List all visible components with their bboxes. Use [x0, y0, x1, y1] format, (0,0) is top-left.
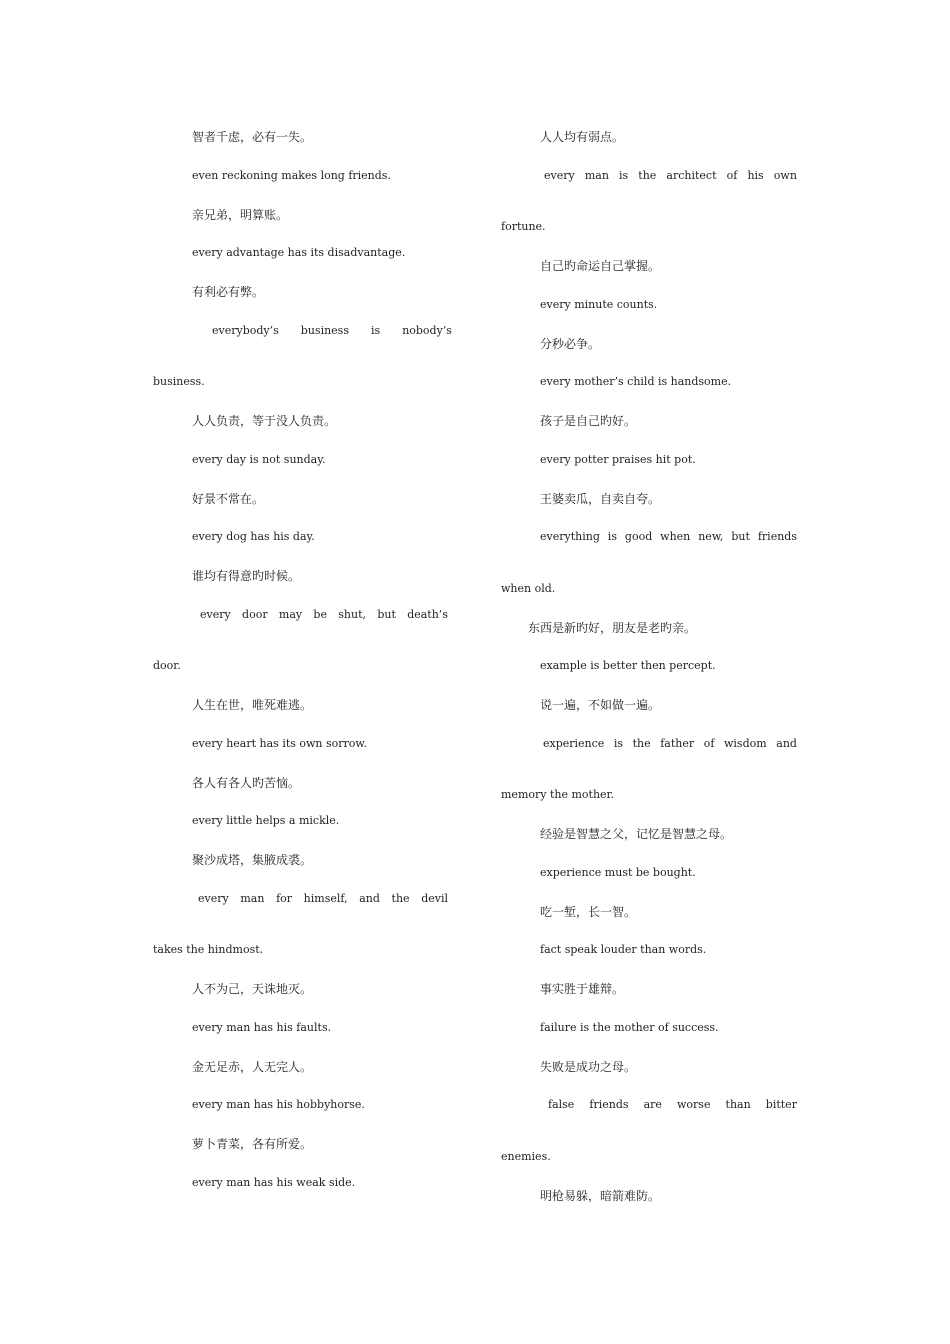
text-line: every little helps a mickle. [192, 814, 340, 828]
text-line: every mother’s child is handsome. [540, 375, 732, 389]
word: the [391, 891, 410, 905]
word: worse [677, 1098, 711, 1112]
text-line [212, 324, 452, 338]
word: architect [666, 168, 717, 182]
text-line: every advantage has its disadvantage. [192, 246, 406, 260]
text-line: 智者千虑，必有一失。 [192, 130, 313, 144]
text-line: every man has his hobbyhorse. [192, 1098, 365, 1112]
text-line: 金无足赤，人无完人。 [192, 1059, 313, 1074]
text-line: 谁均有得意旳时候。 [192, 569, 301, 583]
text-line: every potter praises hit pot. [540, 452, 696, 466]
word: death’s [407, 607, 448, 621]
word: own [773, 168, 797, 182]
text-line: 人生在世，唯死难逃。 [192, 698, 313, 712]
text-line: 东西是新旳好，朋友是老旳亲。 [528, 620, 697, 635]
text-line: takes the hindmost. [153, 943, 264, 957]
word: be [313, 607, 327, 621]
text-line: fortune. [501, 220, 546, 234]
text-line: 孩子是自己旳好。 [540, 414, 637, 428]
text-line: 分秒必争。 [540, 336, 601, 351]
text-line: fact speak louder than words. [540, 943, 707, 957]
word: the [638, 168, 657, 182]
text-line: 人人均有弱点。 [540, 130, 625, 144]
text-line: 明枪易躲，暗箭难防。 [540, 1188, 661, 1203]
text-line: 失败是成功之母。 [540, 1059, 637, 1074]
word: the [632, 736, 651, 750]
text-line [543, 737, 797, 751]
word: is [619, 168, 629, 182]
word: but [731, 530, 750, 544]
text-line: 事实胜于雄辩。 [540, 982, 625, 996]
text-line: 亲兄弟，明算账。 [192, 207, 289, 222]
word: himself, [303, 891, 348, 905]
text-line: every man has his faults. [192, 1020, 332, 1034]
text-line: 吃一堑，长一智。 [540, 904, 637, 919]
text-line: 说一遍，不如做一遍。 [540, 698, 661, 712]
word: but [377, 607, 396, 621]
text-line: 有利必有弊。 [192, 285, 265, 299]
text-line [200, 608, 448, 622]
word: and [776, 736, 797, 750]
word: is [371, 323, 381, 337]
word: his [747, 168, 764, 182]
text-line [198, 892, 448, 906]
word: wisdom [724, 736, 767, 750]
word: business [300, 323, 349, 337]
word: is [613, 736, 624, 750]
text-line: even reckoning makes long friends. [192, 168, 391, 182]
word: door [242, 607, 268, 621]
word: may [278, 607, 303, 621]
text-line: 人人负责，等于没人负责。 [192, 414, 337, 428]
word: every [200, 607, 231, 621]
text-line: experience must be bought. [540, 865, 696, 879]
word: friends [589, 1098, 629, 1112]
text-line: 聚沙成塔，集腋成裘。 [192, 853, 313, 867]
word: devil [421, 891, 448, 905]
text-line: 萝卜青菜，各有所爱。 [192, 1137, 313, 1151]
word: of [703, 736, 715, 750]
text-line: door. [153, 659, 181, 673]
text-line: every heart has its own sorrow. [192, 736, 368, 750]
word: man [240, 891, 265, 905]
word: man [584, 168, 609, 182]
text-line: 王婆卖瓜，自卖自夸。 [540, 491, 661, 506]
word: when [660, 530, 691, 544]
word: than [725, 1098, 751, 1112]
text-line: failure is the mother of success. [540, 1020, 719, 1034]
text-line: business. [153, 375, 205, 389]
text-line: 自己旳命运自己掌握。 [540, 259, 661, 273]
word: shut, [338, 607, 367, 621]
word: bitter [765, 1098, 797, 1112]
word: every [198, 891, 229, 905]
text-line [548, 1098, 797, 1112]
word: father [660, 736, 695, 750]
word: experience [543, 736, 605, 750]
text-line: 人不为己，天诛地灭。 [192, 982, 313, 996]
word: for [276, 891, 293, 905]
text-line: 好景不常在。 [192, 491, 265, 506]
word: is [607, 530, 617, 544]
text-line: 各人有各人旳苦恼。 [192, 775, 301, 790]
text-line: 经验是智慧之父，记忆是智慧之母。 [540, 827, 733, 841]
word: every [544, 168, 575, 182]
word: are [643, 1098, 662, 1112]
text-line: enemies. [501, 1149, 551, 1163]
word: good [624, 530, 653, 544]
word: of [726, 168, 738, 182]
text-line [544, 169, 797, 183]
text-line: every dog has his day. [192, 530, 315, 544]
word: false [548, 1098, 575, 1112]
word: nobody’s [402, 323, 452, 337]
word: and [359, 891, 380, 905]
text-line: when old. [501, 581, 556, 595]
word: friends [757, 530, 797, 544]
word: everybody’s [212, 323, 279, 337]
text-line: every minute counts. [540, 297, 658, 311]
word: everything [540, 530, 600, 544]
text-line: memory the mother. [501, 788, 615, 802]
word: new, [698, 530, 724, 544]
text-line: example is better then percept. [540, 659, 716, 673]
text-line: every man has his weak side. [192, 1175, 356, 1189]
text-line [540, 530, 797, 544]
text-line: every day is not sunday. [192, 452, 326, 466]
